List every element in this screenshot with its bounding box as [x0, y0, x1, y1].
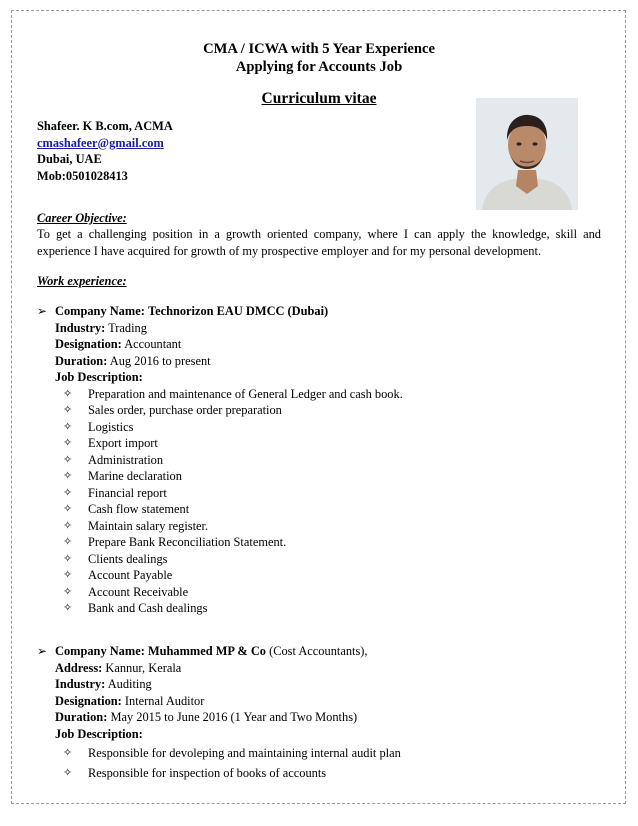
industry-value: Auditing [107, 677, 152, 692]
list-item [59, 518, 601, 535]
cv-title: Curriculum vitae [261, 90, 377, 107]
industry-label: Industry: [55, 320, 106, 335]
list-item [59, 485, 601, 502]
duty-text: Account Receivable [88, 584, 189, 599]
arrow-bullet-icon: ➢ [37, 304, 48, 318]
job-description-label: Job Description: [55, 370, 143, 385]
company-name: Muhammed MP & Co [147, 643, 266, 658]
star-bullet-icon: ✧ [63, 745, 73, 759]
duty-text: Preparation and maintenance of General Ledger and cash book. [88, 386, 403, 401]
mobile-number: Mob:0501028413 [37, 168, 128, 183]
star-bullet-icon: ✧ [63, 469, 73, 483]
company-note: (Cost Accountants), [269, 643, 368, 658]
cv-content [37, 40, 601, 783]
list-item [59, 468, 601, 485]
star-bullet-icon: ✧ [63, 502, 73, 516]
contact-block [37, 118, 601, 184]
list-item [59, 567, 601, 584]
list-item [59, 386, 601, 403]
company-name: Technorizon EAU DMCC (Dubai) [147, 304, 329, 318]
star-bullet-icon: ✧ [63, 485, 73, 499]
star-bullet-icon: ✧ [63, 419, 73, 433]
list-item [59, 743, 601, 763]
star-bullet-icon: ✧ [63, 568, 73, 582]
duty-text: Cash flow statement [88, 502, 190, 517]
job-description-label: Job Description: [55, 726, 143, 741]
company-label: Company Name: [55, 304, 145, 318]
list-item [59, 501, 601, 518]
star-bullet-icon: ✧ [63, 386, 73, 400]
job-entry [37, 643, 601, 783]
star-bullet-icon: ✧ [63, 535, 73, 549]
star-bullet-icon: ✧ [63, 436, 73, 450]
company-label: Company Name: [55, 643, 145, 658]
headline-experience: CMA / ICWA with 5 Year Experience [203, 41, 435, 57]
duty-text: Sales order, purchase order preparation [88, 403, 282, 418]
star-bullet-icon: ✧ [63, 518, 73, 532]
duty-text: Marine declaration [88, 469, 182, 484]
address-value: Kannur, Kerala [105, 660, 182, 675]
duty-list [59, 386, 601, 617]
duty-text: Logistics [88, 419, 134, 434]
designation-label: Designation: [55, 337, 122, 352]
address-label: Address: [55, 660, 103, 675]
duty-text: Financial report [88, 485, 167, 500]
career-objective-text: To get a challenging position in a growth oriented company, where I can apply the knowledge, skill and experience I have acquired for growth of my prospective employer and for my personal development. [37, 227, 601, 258]
career-objective-section [37, 210, 601, 259]
designation-value: Accountant [124, 337, 182, 352]
duty-text: Maintain salary register. [88, 518, 209, 533]
job-entry [37, 303, 601, 617]
duration-label: Duration: [55, 710, 108, 725]
work-experience-label: Work experience: [37, 274, 127, 288]
headline-applying: Applying for Accounts Job [235, 59, 403, 75]
designation-label: Designation: [55, 693, 122, 708]
industry-value: Trading [108, 320, 147, 335]
location: Dubai, UAE [37, 152, 102, 166]
list-item [59, 600, 601, 617]
list-item [59, 551, 601, 568]
email-link[interactable]: cmashafeer@gmail.com [37, 135, 164, 150]
list-item [59, 584, 601, 601]
arrow-bullet-icon: ➢ [37, 643, 48, 658]
designation-value: Internal Auditor [124, 693, 205, 708]
star-bullet-icon: ✧ [63, 584, 73, 598]
duty-text: Administration [88, 452, 164, 467]
duty-text: Account Payable [88, 568, 173, 583]
duty-text: Prepare Bank Reconciliation Statement. [88, 535, 287, 550]
duty-text: Responsible for inspection of books of accounts [88, 765, 327, 780]
duty-list [59, 743, 601, 783]
list-item [59, 452, 601, 469]
star-bullet-icon: ✧ [63, 452, 73, 466]
list-item [59, 435, 601, 452]
duty-text: Responsible for devoleping and maintaining internal audit plan [88, 745, 401, 760]
duration-label: Duration: [55, 353, 108, 368]
star-bullet-icon: ✧ [63, 551, 73, 565]
candidate-name: Shafeer. K B.com, ACMA [37, 119, 173, 133]
list-item [59, 534, 601, 551]
star-bullet-icon: ✧ [63, 601, 73, 615]
star-bullet-icon: ✧ [63, 403, 73, 417]
duty-text: Bank and Cash dealings [88, 601, 208, 616]
industry-label: Industry: [55, 677, 106, 692]
duration-value: May 2015 to June 2016 (1 Year and Two Months) [110, 710, 358, 725]
list-item [59, 419, 601, 436]
list-item [59, 402, 601, 419]
duty-text: Export import [88, 436, 158, 451]
duration-value: Aug 2016 to present [109, 353, 211, 368]
star-bullet-icon: ✧ [63, 765, 73, 779]
list-item [59, 763, 601, 783]
duty-text: Clients dealings [88, 551, 168, 566]
career-objective-label: Career Objective: [37, 211, 127, 225]
